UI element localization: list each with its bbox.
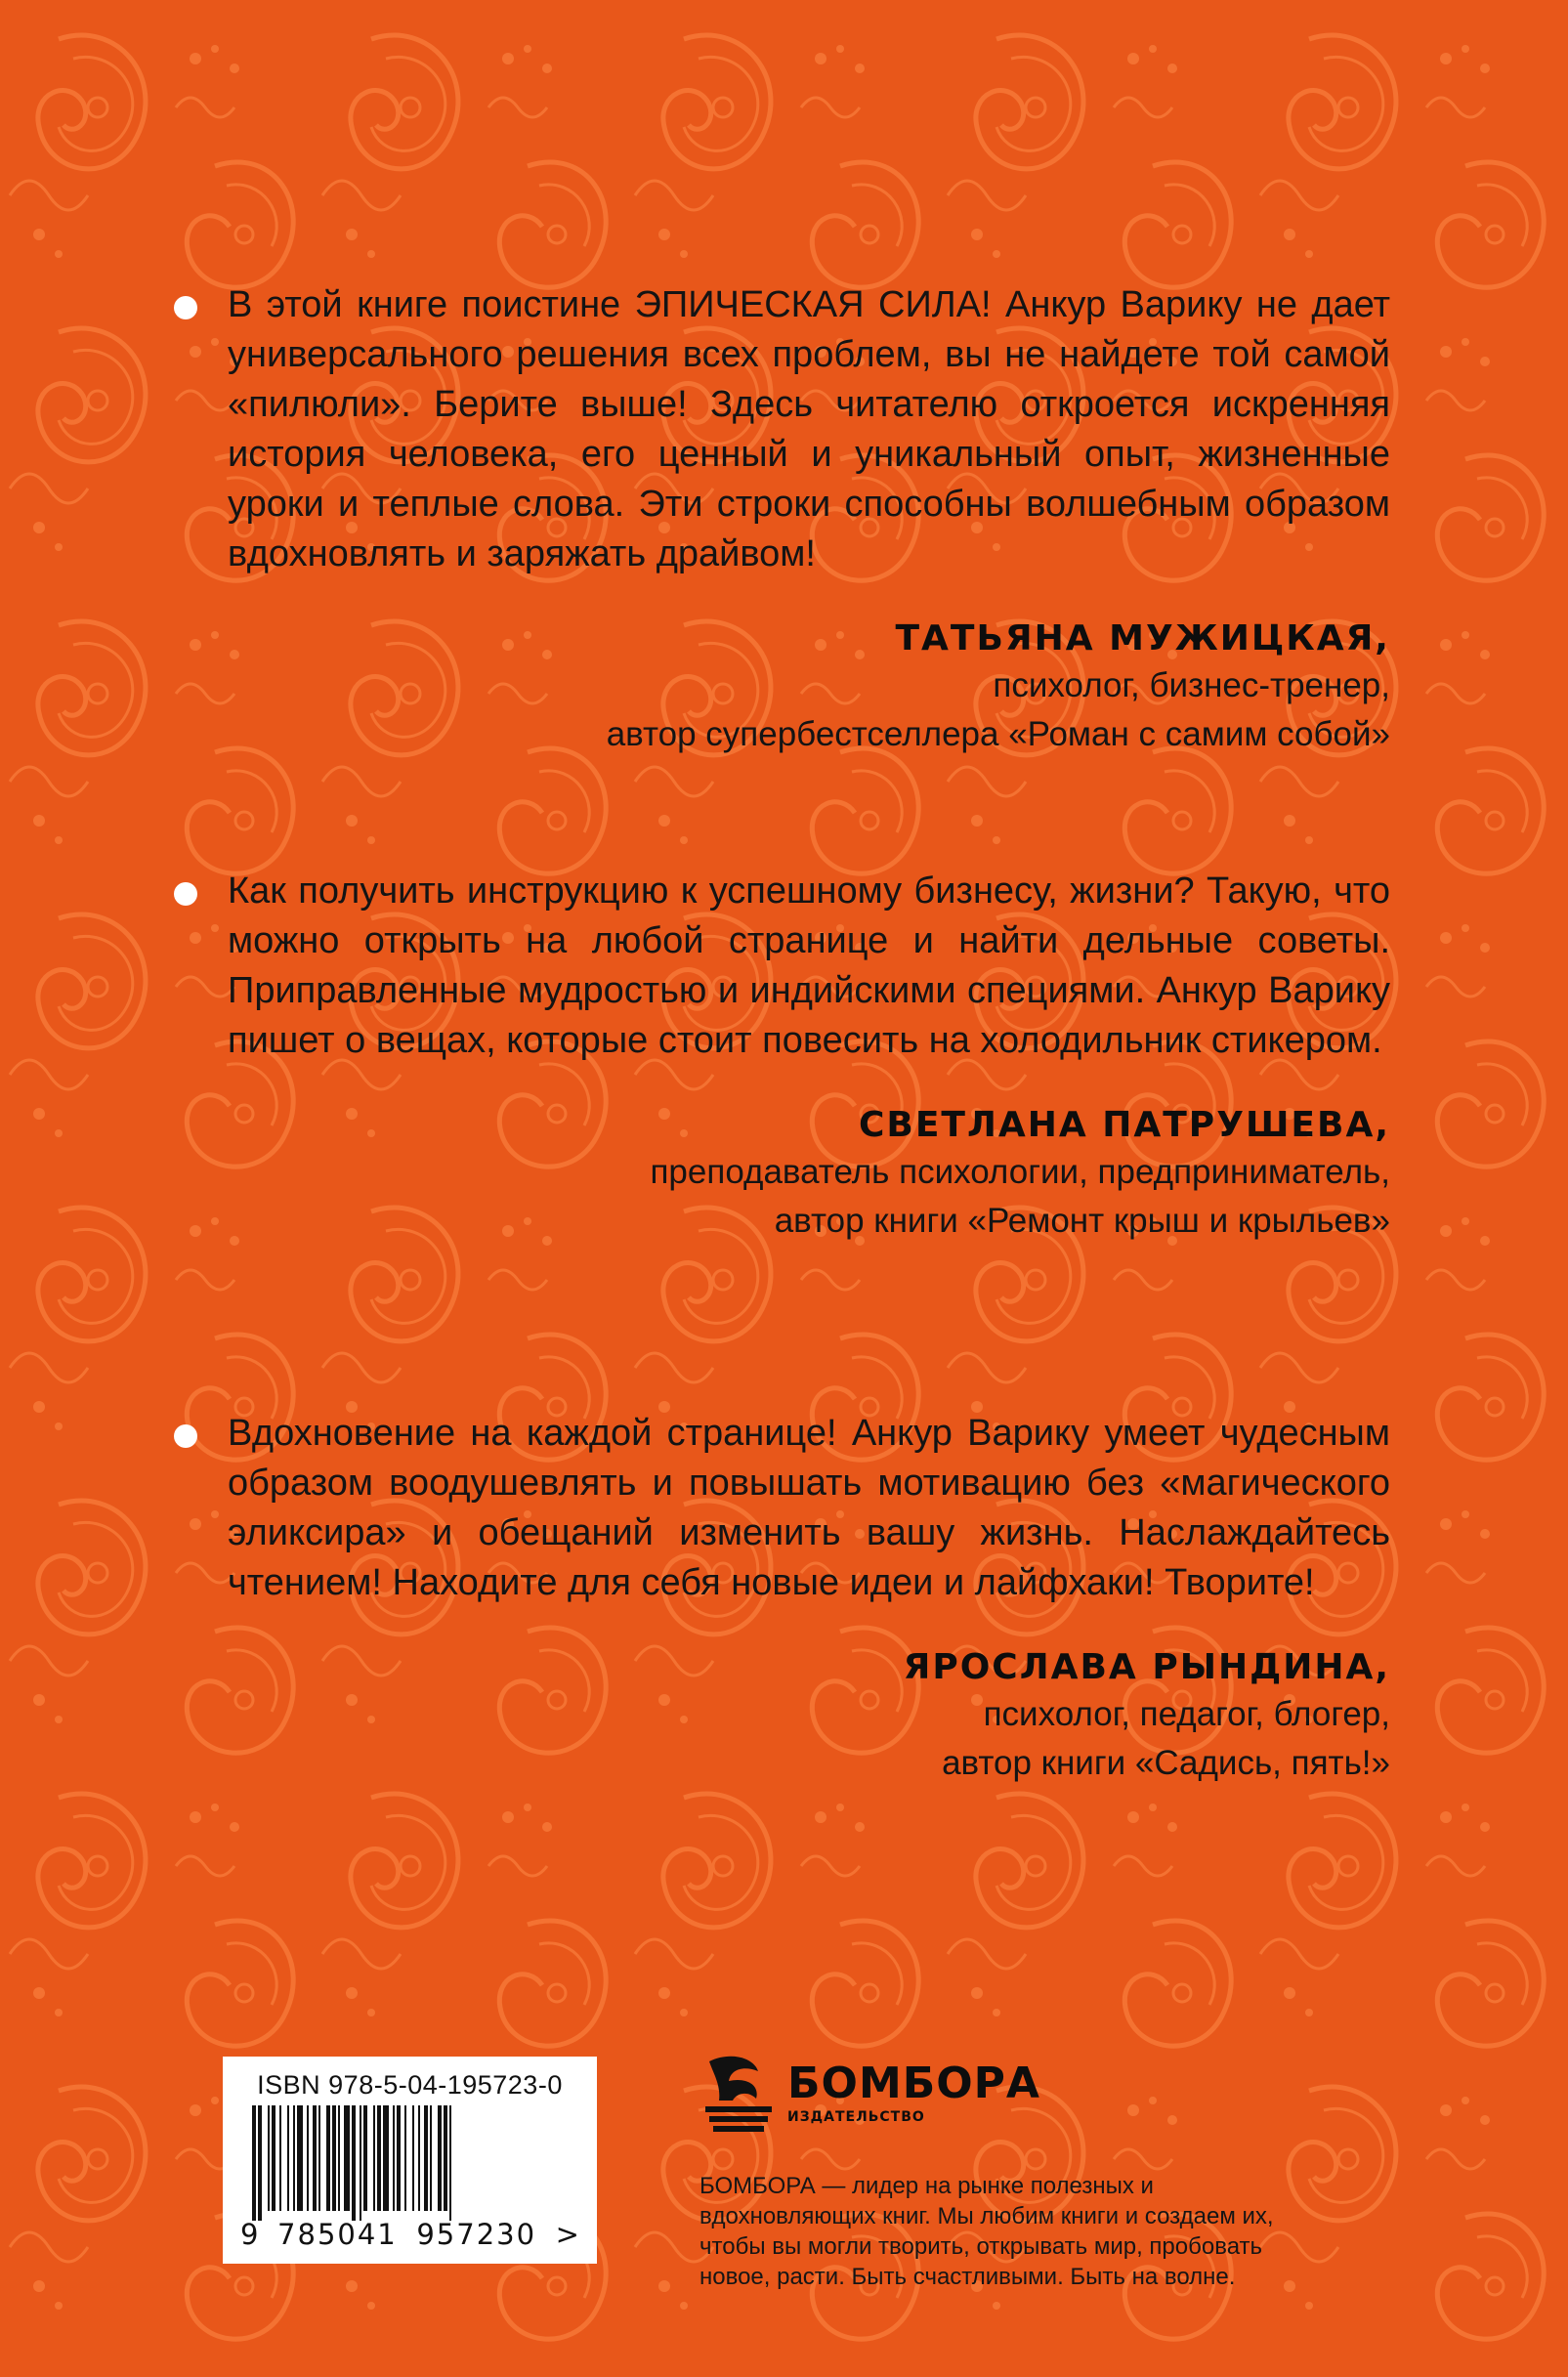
- review-quote: Как получить инструкцию к успешному бизнесу, жизни? Такую, что можно открыть на любой странице и найти дельные советы. Приправленные мудростью и индийскими специями. Анкур Варику пишет о вещах, которые стоит повесить на холодильник стикером.: [228, 870, 1390, 1061]
- publisher-block: [699, 2050, 1383, 2292]
- barcode-group-2: 957230: [416, 2218, 537, 2251]
- barcode-digits: [240, 2218, 579, 2251]
- bullet-icon: [174, 296, 197, 319]
- author-role: психолог, бизнес-тренер,: [993, 666, 1390, 704]
- barcode-group-1: 785041: [277, 2218, 398, 2251]
- review-author: [174, 1645, 1390, 1788]
- bullet-icon: [174, 882, 197, 906]
- author-name: ЯРОСЛАВА РЫНДИНА,: [903, 1647, 1390, 1687]
- bullet-icon: [174, 1424, 197, 1448]
- publisher-tagline: БОМБОРА — лидер на рынке полезных и вдохновляющих книг. Мы любим книги и создаем их, чтобы вы могли творить, открывать мир, пробовать новое, расти. Быть счастливыми. Быть на волне.: [699, 2173, 1274, 2290]
- review-author: [174, 616, 1390, 759]
- review-1: [174, 280, 1390, 759]
- publisher-logo: [699, 2050, 1383, 2138]
- review-quote: Вдохновение на каждой странице! Анкур Варику умеет чудесным образом воодушевлять и повышать мотивацию без «магического эликсира» и обещаний изменить вашу жизнь. Наслаждайтесь чтением! Находите для себя новые идеи и лайфхаки! Творите!: [228, 1413, 1390, 1603]
- author-role: преподаватель психологии, предприниматель,: [650, 1153, 1390, 1191]
- author-book: автор супербестселлера «Роман с самим собой»: [606, 715, 1390, 753]
- bombora-wave-logo-icon: [699, 2052, 778, 2136]
- barcode-bars: [244, 2105, 576, 2221]
- barcode-first-digit: 9: [240, 2218, 259, 2251]
- barcode-arrow: >: [555, 2218, 579, 2251]
- author-book: автор книги «Ремонт крыш и крыльев»: [774, 1202, 1390, 1240]
- review-3: [174, 1409, 1390, 1788]
- publisher-brand: БОМБОРА: [787, 2059, 1040, 2108]
- review-quote: В этой книге поистине ЭПИЧЕСКАЯ СИЛА! Анкур Варику не дает универсального решения всех проблем, вы не найдете той самой «пилюли». Берите выше! Здесь читателю откроется искренняя история человека, его ценный и уникальный опыт, жизненные уроки и теплые слова. Эти строки способны волшебным образом вдохновлять и заряжать драйвом!: [228, 284, 1390, 574]
- review-author: [174, 1103, 1390, 1246]
- author-name: СВЕТЛАНА ПАТРУШЕВА,: [858, 1105, 1390, 1145]
- review-2: [174, 867, 1390, 1246]
- isbn-number: ISBN 978-5-04-195723-0: [257, 2070, 563, 2100]
- author-book: автор книги «Садись, пять!»: [942, 1744, 1390, 1782]
- author-name: ТАТЬЯНА МУЖИЦКАЯ,: [895, 618, 1390, 658]
- isbn-barcode: [223, 2057, 597, 2264]
- author-role: психолог, педагог, блогер,: [983, 1695, 1390, 1733]
- publisher-subtitle: ИЗДАТЕЛЬСТВО: [787, 2109, 925, 2125]
